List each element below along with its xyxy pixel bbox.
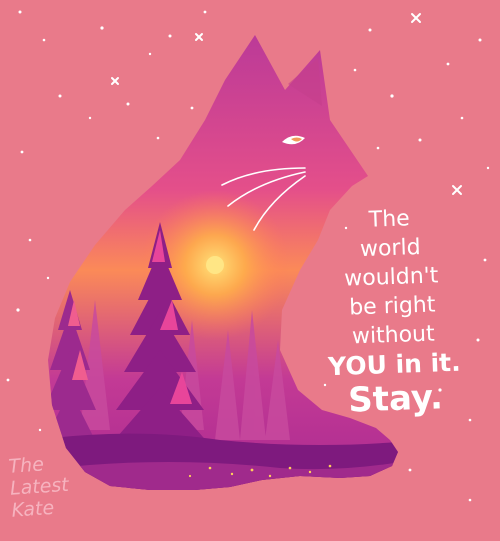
- quote-line: wouldn't: [343, 263, 439, 292]
- quote-line-emphasis: YOU in it.: [327, 347, 462, 382]
- quote-line-stay: Stay.: [347, 377, 444, 421]
- signature-line: Kate: [10, 496, 55, 522]
- quote-line: The: [368, 206, 411, 233]
- quote-line: world: [359, 234, 421, 263]
- signature-line: The: [7, 453, 45, 478]
- signature-line: Latest: [9, 473, 70, 500]
- quote-line: be right: [348, 292, 436, 321]
- quote-text: [296, 202, 488, 422]
- quote-line: without: [351, 321, 436, 350]
- artist-signature: [8, 450, 92, 521]
